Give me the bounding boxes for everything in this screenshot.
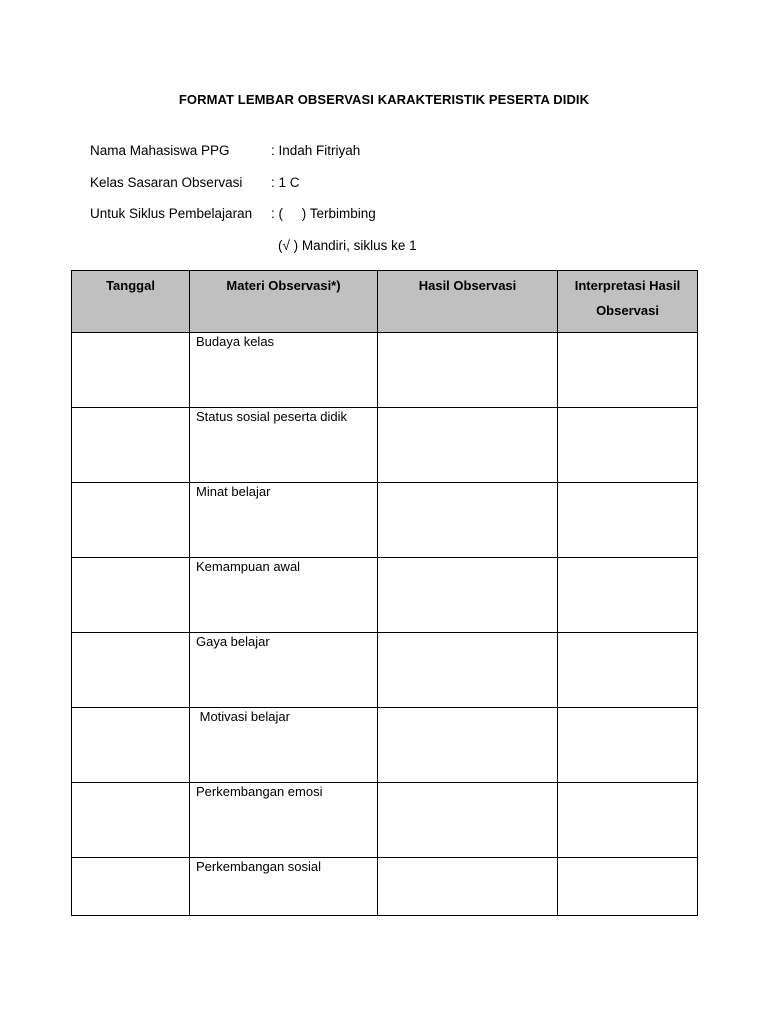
cell-tanggal[interactable] (72, 408, 190, 483)
observation-table (71, 270, 698, 916)
cell-tanggal[interactable] (72, 333, 190, 408)
page-title: FORMAT LEMBAR OBSERVASI KARAKTERISTIK PESERTA DIDIK (178, 92, 590, 107)
cell-interpretasi[interactable] (558, 783, 698, 858)
cell-interpretasi[interactable] (558, 633, 698, 708)
table-header-row (72, 271, 698, 333)
cell-hasil[interactable] (378, 558, 558, 633)
kelas-label: Kelas Sasaran Observasi (90, 175, 243, 190)
cell-interpretasi[interactable] (558, 708, 698, 783)
cell-materi: Perkembangan emosi (190, 783, 378, 858)
cell-tanggal[interactable] (72, 708, 190, 783)
cell-tanggal[interactable] (72, 858, 190, 916)
cell-hasil[interactable] (378, 633, 558, 708)
header-tanggal: Tanggal (72, 271, 190, 333)
cell-materi: Motivasi belajar (190, 708, 378, 783)
cell-hasil[interactable] (378, 408, 558, 483)
cell-interpretasi[interactable] (558, 858, 698, 916)
cell-tanggal[interactable] (72, 633, 190, 708)
header-interpretasi: Interpretasi Hasil Observasi (558, 271, 698, 333)
kelas-value: : 1 C (271, 175, 300, 190)
cell-materi: Status sosial peserta didik (190, 408, 378, 483)
header-materi: Materi Observasi*) (190, 271, 378, 333)
cell-tanggal[interactable] (72, 558, 190, 633)
table-row (72, 783, 698, 858)
cell-tanggal[interactable] (72, 483, 190, 558)
siklus-value-mandiri: (√ ) Mandiri, siklus ke 1 (278, 238, 417, 253)
nama-label: Nama Mahasiswa PPG (90, 143, 230, 158)
cell-hasil[interactable] (378, 858, 558, 916)
cell-materi: Perkembangan sosial (190, 858, 378, 916)
header-hasil: Hasil Observasi (378, 271, 558, 333)
cell-materi: Kemampuan awal (190, 558, 378, 633)
table-row (72, 858, 698, 916)
cell-materi: Minat belajar (190, 483, 378, 558)
nama-value: : Indah Fitriyah (271, 143, 361, 158)
table-row (72, 558, 698, 633)
cell-hasil[interactable] (378, 783, 558, 858)
table-row (72, 708, 698, 783)
cell-hasil[interactable] (378, 333, 558, 408)
table-row (72, 483, 698, 558)
cell-materi: Budaya kelas (190, 333, 378, 408)
cell-materi: Gaya belajar (190, 633, 378, 708)
cell-interpretasi[interactable] (558, 483, 698, 558)
cell-hasil[interactable] (378, 483, 558, 558)
table-row (72, 333, 698, 408)
table-row (72, 408, 698, 483)
cell-interpretasi[interactable] (558, 408, 698, 483)
cell-hasil[interactable] (378, 708, 558, 783)
cell-interpretasi[interactable] (558, 558, 698, 633)
siklus-label: Untuk Siklus Pembelajaran (90, 206, 253, 221)
cell-interpretasi[interactable] (558, 333, 698, 408)
siklus-value: : ( ) Terbimbing (271, 206, 376, 221)
cell-tanggal[interactable] (72, 783, 190, 858)
table-row (72, 633, 698, 708)
